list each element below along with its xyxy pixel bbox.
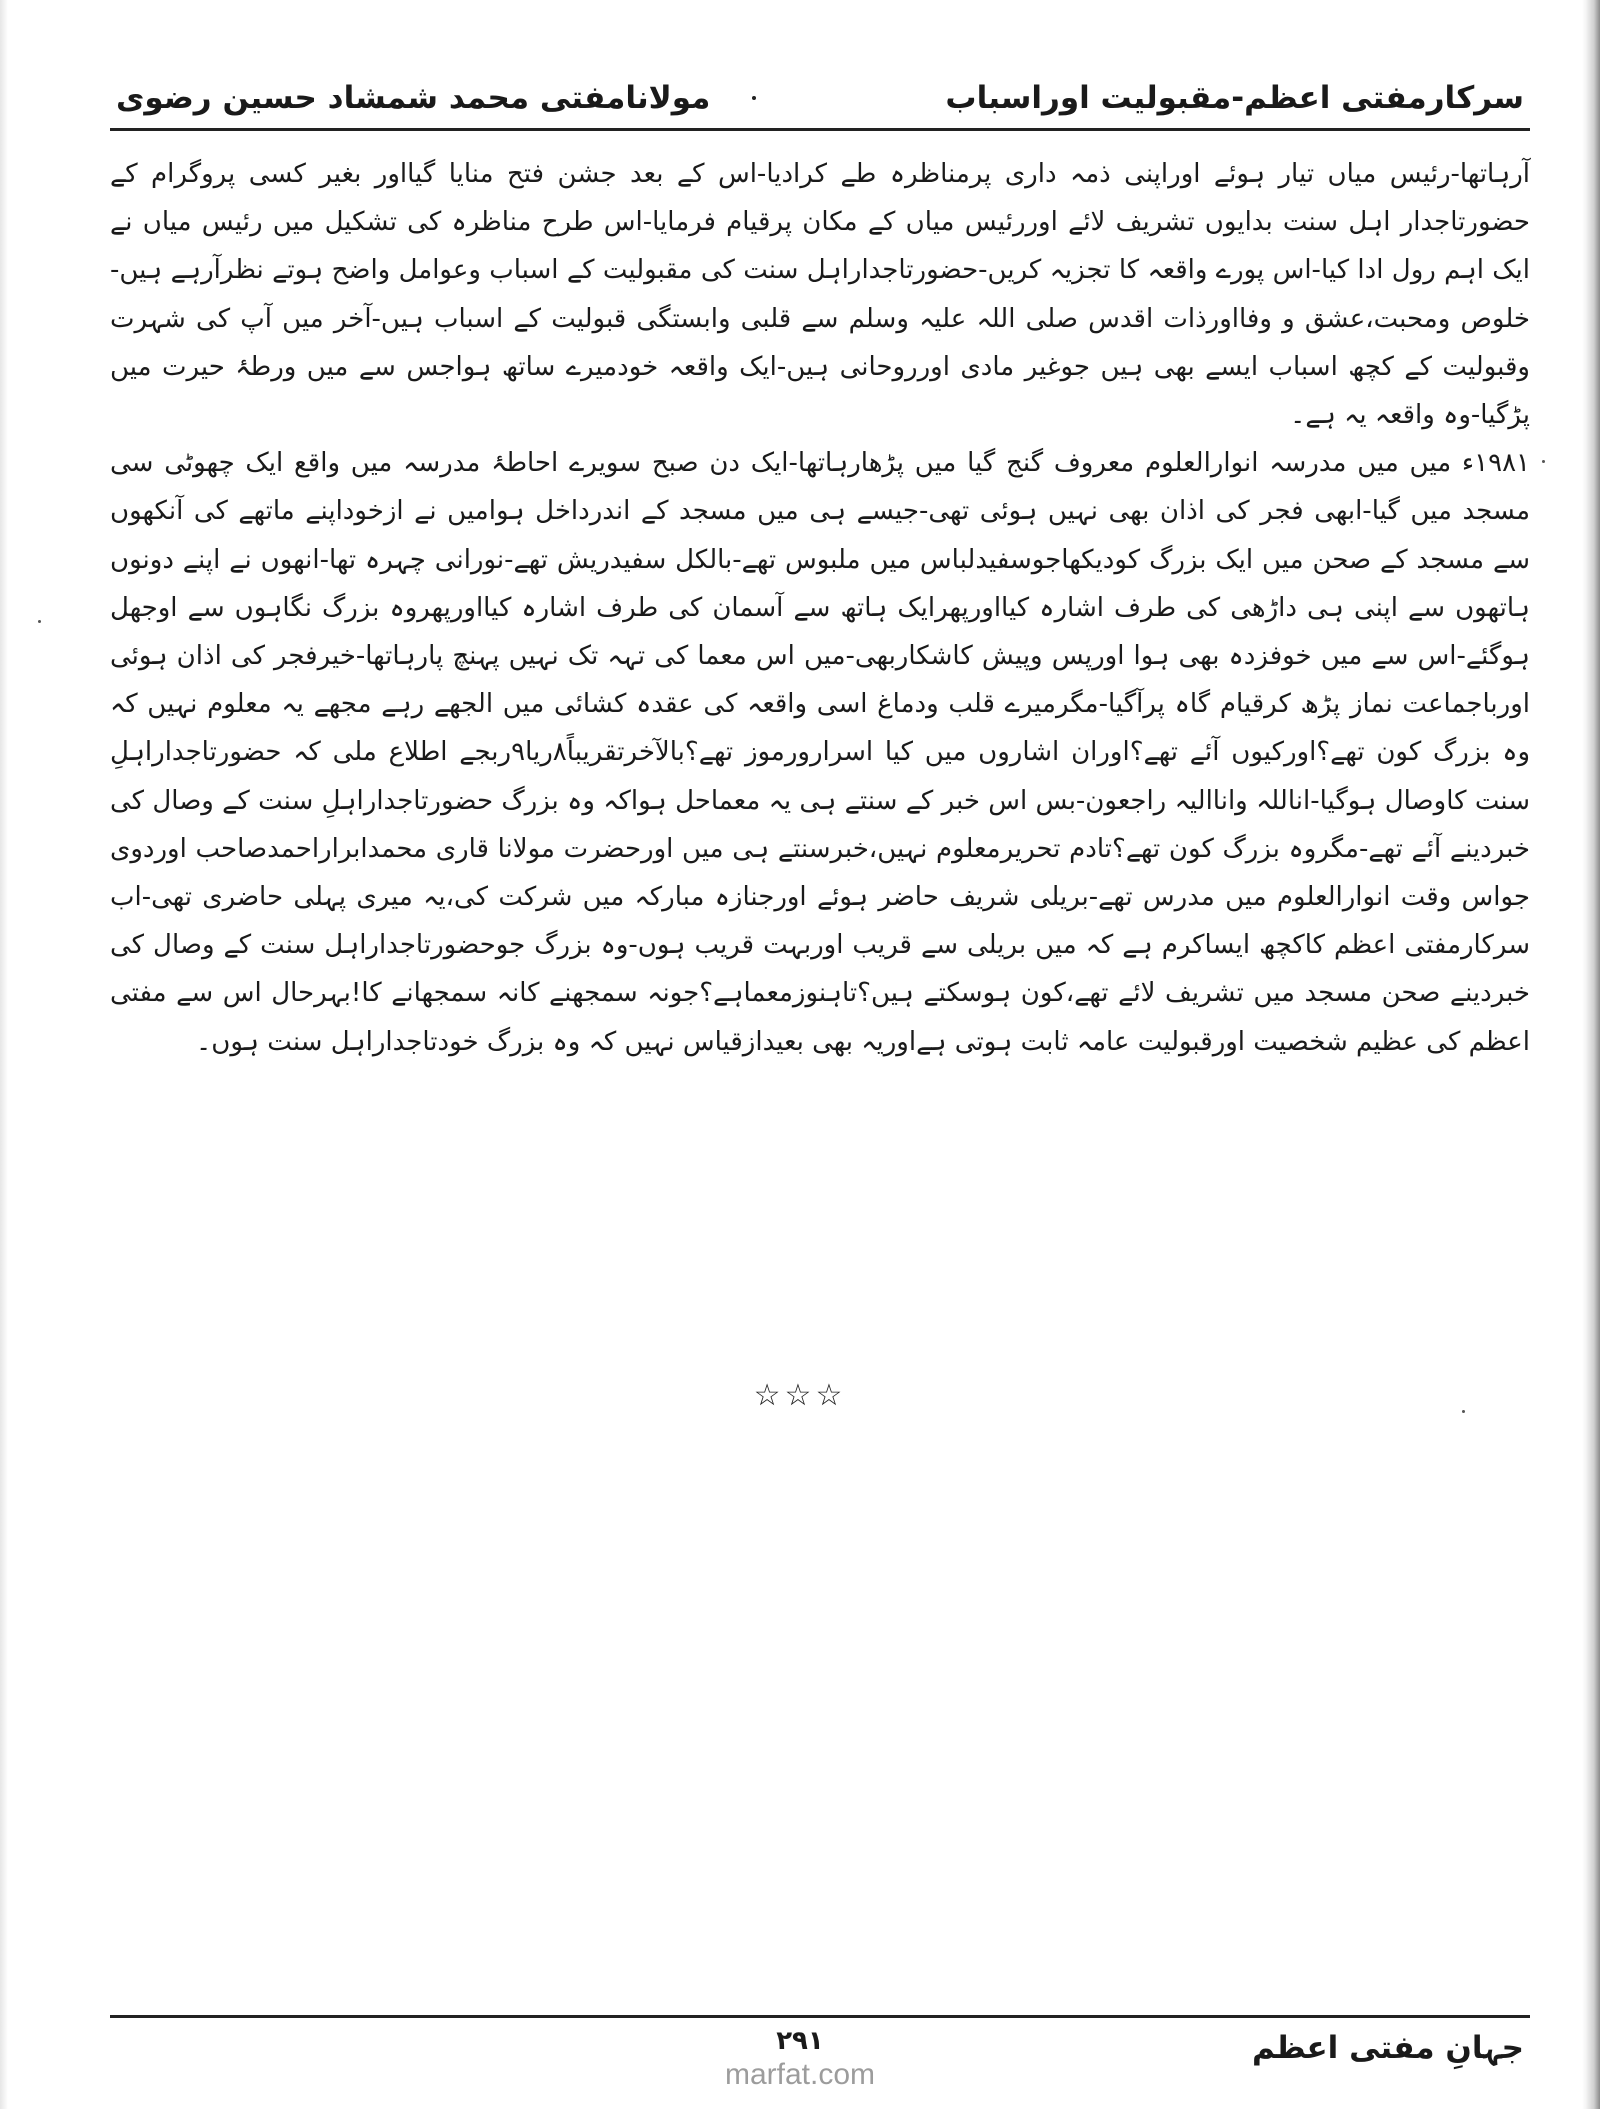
running-header <box>116 72 1524 128</box>
scan-speck <box>1542 460 1545 463</box>
page-edge-right <box>1582 0 1600 2109</box>
body-text <box>110 150 1530 1066</box>
header-rule <box>110 128 1530 131</box>
paragraph-1: آرہاتھا-رئیس میاں تیار ہوئے اوراپنی ذمہ داری پرمناظرہ طے کرادیا-اس کے بعد جشن فتح منایا گیااور بغیر کسی پروگرام کے حضورتاجدار اہل سنت بدایوں تشریف لائے اوررئیس میاں کے مکان پرقیام فرمایا-اس طرح مناظرہ کی تشکیل میں رئیس میاں نے ایک اہم رول ادا کیا-اس پورے واقعہ کا تجزیہ کریں-حضورتاجداراہل سنت کی مقبولیت کے اسباب وعوامل واضح ہوتے نظرآرہے ہیں-خلوص ومحبت،عشق و وفااورذات اقدس صلی اللہ علیہ وسلم سے قلبی وابستگی قبولیت کے اسباب ہیں-آخر میں آپ کی شہرت وقبولیت کے کچھ اسباب ایسے بھی ہیں جوغیر مادی اورروحانی ہیں-ایک واقعہ خودمیرے ساتھ ہواجس سے میں ورطۂ حیرت میں پڑگیا-وہ واقعہ یہ ہے۔ <box>110 159 1530 431</box>
page-number: ۲۹۱ <box>776 2026 824 2056</box>
footer-rule <box>110 2015 1530 2018</box>
scan-speck <box>1462 1410 1465 1413</box>
scan-speck <box>38 620 41 623</box>
chapter-title: سرکارمفتی اعظم-مقبولیت اوراسباب <box>945 80 1524 116</box>
watermark: marfat.com <box>724 2058 876 2091</box>
author-name: مولانامفتی محمد شمشاد حسین رضوی <box>116 80 711 116</box>
footer-book-title: جہانِ مفتی اعظم <box>1251 2030 1524 2066</box>
header-dot <box>752 96 756 100</box>
page-edge-left <box>0 0 8 2109</box>
section-ornament: ☆☆☆ <box>753 1378 847 1413</box>
paragraph-2: ۱۹۸۱ء میں میں مدرسہ انوارالعلوم معروف گنج گیا میں پڑھارہاتھا-ایک دن صبح سویرے احاطۂ مدرسہ میں واقع ایک چھوٹی سی مسجد میں گیا-ابھی فجر کی اذان بھی نہیں ہوئی تھی-جیسے ہی میں مسجد کے اندرداخل ہوامیں نے ازخوداپنے ماتھے کی آنکھوں سے مسجد کے صحن میں ایک بزرگ کودیکھاجوسفیدلباس میں ملبوس تھے-بالکل سفیدریش تھے-نورانی چہرہ تھا-انھوں نے اپنے دونوں ہاتھوں سے اپنی ہی داڑھی کی طرف اشارہ کیااورپھرایک ہاتھ سے آسمان کی طرف اشارہ کیااورپھروہ بزرگ نگاہوں سے اوجھل ہوگئے-اس سے میں خوفزدہ بھی ہوا اورپس وپیش کاشکاربھی-میں اس معما کی تہہ تک نہیں پہنچ پارہاتھا-خیرفجر کی اذان ہوئی اورباجماعت نماز پڑھ کرقیام گاہ پرآگیا-مگرمیرے قلب ودماغ اسی واقعہ کی عقدہ کشائی میں الجھے رہے مجھے یہ معلوم نہیں کہ وہ بزرگ کون تھے؟اورکیوں آئے تھے؟اوران اشاروں میں کیا اسرارورموز تھے؟بالآخرتقریباً۸ریا۹ربجے اطلاع ملی کہ حضورتاجداراہلِ سنت کاوصال ہوگیا-اناللہ واناالیہ راجعون-بس اس خبر کے سنتے ہی یہ معماحل ہواکہ وہ بزرگ حضورتاجداراہلِ سنت کے وصال کی خبردینے آئے تھے-مگروہ بزرگ کون تھے؟تادم تحریرمعلوم نہیں،خبرسنتے ہی میں اورحضرت مولانا قاری محمدابراراحمدصاحب اوردوی جواس وقت انوارالعلوم میں مدرس تھے-بریلی شریف حاضر ہوئے اورجنازہ مبارکہ میں شرکت کی،یہ میری پہلی حاضری تھی-اب سرکارمفتی اعظم کاکچھ ایساکرم ہے کہ میں بریلی سے قریب اوربہت قریب ہوں-وہ بزرگ جوحضورتاجداراہل سنت کے وصال کی خبردینے صحن مسجد میں تشریف لائے تھے،کون ہوسکتے ہیں؟تاہنوزمعماہے؟جونہ سمجھنے کانہ سمجھانے کا!بہرحال اس سے مفتی اعظم کی عظیم شخصیت اورقبولیت عامہ ثابت ہوتی ہےاوریہ بھی بعیدازقیاس نہیں کہ وہ بزرگ خودتاجداراہل سنت ہوں۔ <box>110 448 1531 1057</box>
